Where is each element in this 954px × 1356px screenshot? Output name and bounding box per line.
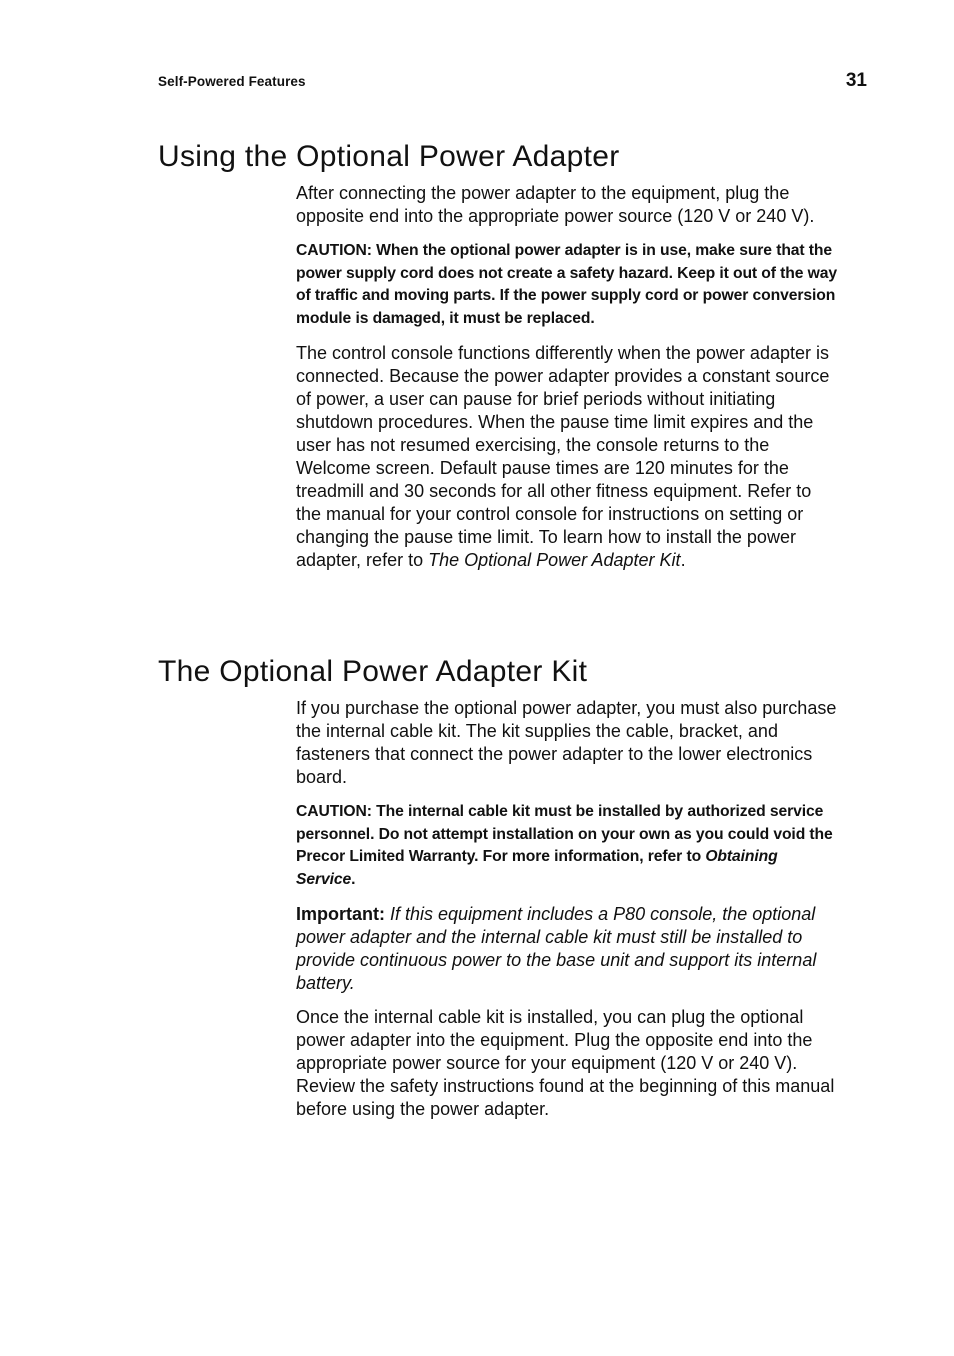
paragraph-console-functions-text: The control console functions differently when the power adapter is connected. Because the power adapter provides a constant source of power, a user can pause for brief periods without initiating shutdown procedures. When the pause time limit expires and the user has not resumed exercising, the console returns to the Welcome screen. Default pause times are 120 minutes for the treadmill and 30 seconds for all other fitness equipment. Refer to the manual for your control console for instructions on setting or changing the pause time limit. To learn how to install the power adapter, refer to — [296, 342, 830, 570]
paragraph-console-functions-end: . — [680, 549, 686, 570]
caution-authorized-text: CAUTION: The internal cable kit must be installed by authorized service personnel. Do not attempt installation on your own as you could void the Precor Limited Warranty. For more information, refer to — [296, 803, 833, 866]
running-header: Self-Powered Features — [158, 74, 306, 89]
caution-authorized-end: . — [351, 871, 356, 889]
section-heading-adapter-kit: The Optional Power Adapter Kit — [158, 655, 588, 688]
paragraph-console-functions — [296, 342, 841, 572]
reference-obtaining-service: Obtaining Service — [296, 848, 778, 889]
section-body-using-adapter — [296, 182, 841, 584]
important-note — [296, 903, 841, 995]
paragraph-purchase-kit: If you purchase the optional power adapter, you must also purchase the internal cable kit. The kit supplies the cable, bracket, and fasteners that connect the power adapter to the lower electronics board. — [296, 698, 837, 787]
caution-authorized-personnel — [296, 801, 841, 892]
important-text: If this equipment includes a P80 console, the optional power adapter and the internal cable kit must still be installed to provide continuous power to the base unit and support its internal battery. — [296, 903, 817, 993]
paragraph-plug-adapter: Once the internal cable kit is installed, you can plug the optional power adapter into the equipment. Plug the opposite end into the appropriate power source for your equipment (120 V or 240 V). Review the safety instructions found at the beginning of this manual before using the power adapter. — [296, 1006, 835, 1119]
section-heading-using-adapter: Using the Optional Power Adapter — [158, 140, 620, 173]
reference-adapter-kit: The Optional Power Adapter Kit — [428, 549, 681, 570]
important-label: Important: — [296, 903, 385, 924]
page-number: 31 — [845, 70, 867, 91]
paragraph-connecting: After connecting the power adapter to the equipment, plug the opposite end into the appropriate power source (120 V or 240 V). — [296, 183, 815, 226]
caution-safety-hazard: CAUTION: When the optional power adapter is in use, make sure that the power supply cord does not create a safety hazard. Keep it out of the way of traffic and moving parts. If the power supply cord or power conversion module is damaged, it must be replaced. — [296, 242, 838, 328]
section-body-adapter-kit — [296, 697, 841, 1133]
